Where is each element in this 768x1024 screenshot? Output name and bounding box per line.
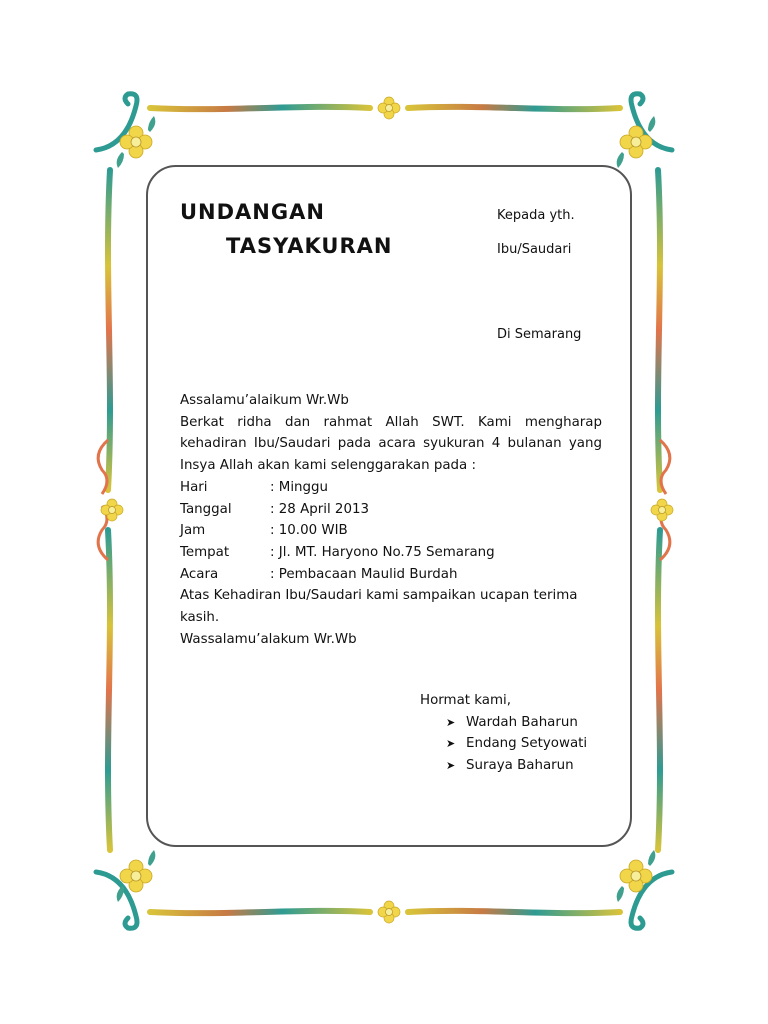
signature-heading: Hormat kami, [420,693,512,708]
detail-label: Hari [180,479,208,495]
intro-paragraph: Berkat ridha dan rahmat Allah SWT. Kami mengharap kehadiran Ibu/Saudari pada acara syukuran 4 bulanan yang Insya Allah akan kami selenggarakan pada : [180,414,602,474]
title-line-1: UNDANGAN [180,200,325,224]
chevron-right-icon: ➤ [446,715,456,729]
title-line-2: TASYAKURAN [226,234,393,258]
detail-row-time [180,520,495,542]
detail-row-place [180,542,495,564]
signatory-item [420,712,587,734]
recipient-line-3: Di Semarang [497,327,582,342]
detail-label: Tempat [180,544,230,560]
signatory-name: Suraya Baharun [466,758,574,774]
detail-value: : 10.00 WIB [270,523,348,539]
signature-block [420,690,587,777]
chevron-right-icon: ➤ [446,759,456,773]
signatory-name: Wardah Baharun [466,714,578,730]
detail-value: : Minggu [270,479,329,495]
chevron-right-icon: ➤ [446,737,456,751]
thanks-paragraph: Atas Kehadiran Ibu/Saudari kami sampaikan ucapan terima kasih. [180,588,578,625]
recipient-line-2: Ibu/Saudari [497,242,572,257]
detail-label: Tanggal [180,501,232,517]
detail-label: Jam [180,523,206,539]
signatory-item [420,733,587,755]
closing-salutation: Wassalamu’alakum Wr.Wb [180,631,357,647]
signatory-item [420,755,587,777]
detail-value: : 28 April 2013 [270,501,370,517]
detail-value: : Pembacaan Maulid Burdah [270,566,458,582]
detail-row-date [180,499,495,521]
detail-row-event [180,564,495,586]
signatory-name: Endang Setyowati [466,736,588,752]
recipient-line-1: Kepada yth. [497,208,575,223]
event-details [180,477,495,586]
greeting: Assalamu’alaikum Wr.Wb [180,393,349,408]
detail-row-day [180,477,495,499]
detail-value: : Jl. MT. Haryono No.75 Semarang [270,544,495,560]
detail-label: Acara [180,566,219,582]
